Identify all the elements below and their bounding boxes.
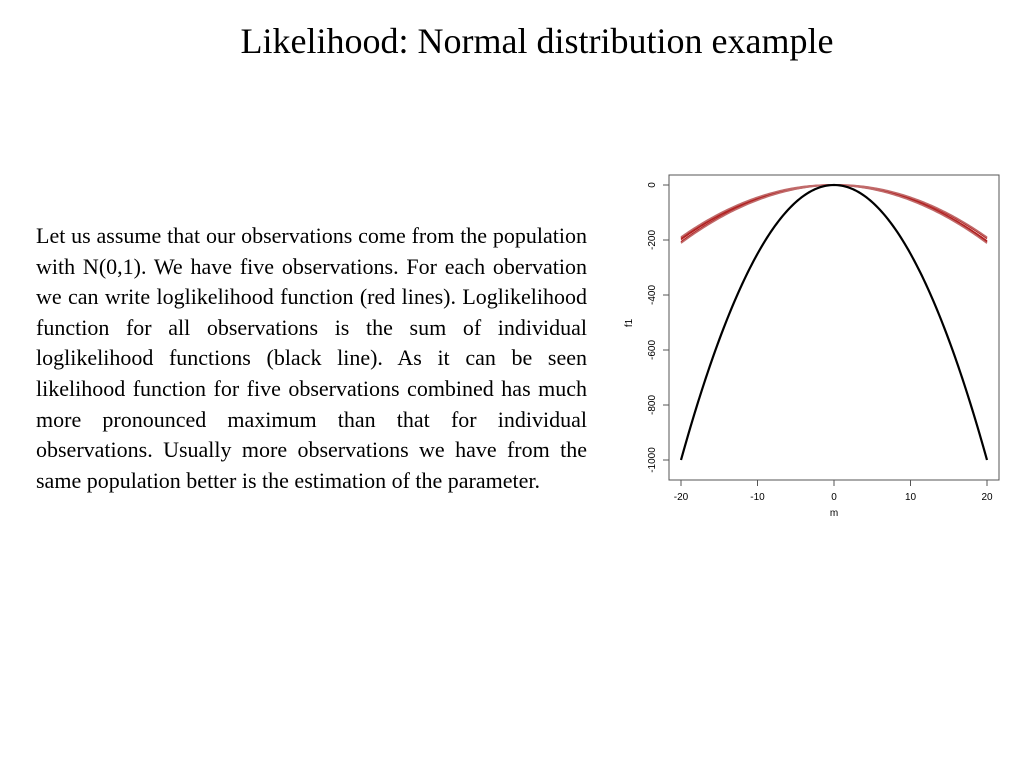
y-tick-label: -400 — [647, 284, 658, 306]
y-axis-label: f1 — [624, 318, 635, 328]
y-tick-label: -800 — [647, 394, 658, 416]
x-tick-label: 10 — [904, 492, 917, 503]
loglikelihood-chart — [620, 160, 1010, 530]
slide-title: Likelihood: Normal distribution example — [240, 21, 834, 61]
x-tick-label: -10 — [750, 492, 765, 503]
y-axis — [647, 182, 669, 473]
x-tick-label: -20 — [673, 492, 689, 503]
y-tick-label: -600 — [647, 339, 658, 361]
chart-svg — [620, 160, 1010, 530]
y-tick-label: -200 — [647, 229, 658, 251]
x-tick-label: 0 — [831, 492, 837, 503]
series-layer — [681, 185, 987, 460]
body-text: Let us assume that our observations come from the population with N(0,1). We have five observations. For each obervation we can write loglikelihood function (red lines). Loglikelihood function for all observations is the sum of individual loglikelihood functions (black line). As it can be seen likelihood function for five observations combined has much more pronounced maximum than that for individual observations. Usually more observations we have from the same population better is the estimation of the parameter. — [36, 223, 587, 493]
x-axis — [674, 480, 993, 503]
sum-loglikelihood-line — [681, 185, 987, 460]
y-tick-label: 0 — [647, 182, 658, 188]
x-tick-label: 20 — [981, 492, 993, 503]
y-tick-label: -1000 — [647, 447, 658, 473]
x-axis-label: m — [829, 508, 839, 519]
plot-frame — [669, 175, 999, 480]
